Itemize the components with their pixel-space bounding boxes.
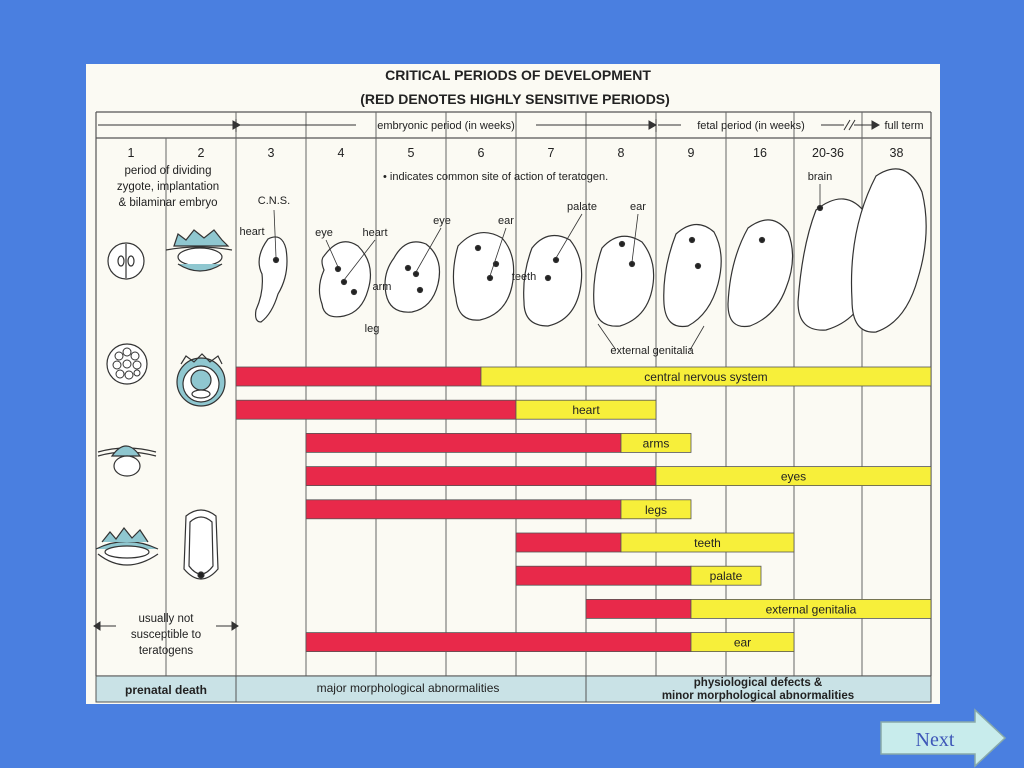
week-label: 2 — [197, 146, 205, 160]
bar-label: palate — [709, 569, 743, 584]
fetal-period-label: fetal period (in weeks) — [697, 120, 805, 132]
svg-text:heart: heart — [362, 227, 388, 239]
footer-physio-1: physiological defects & — [693, 677, 823, 689]
svg-text:ear: ear — [498, 215, 514, 227]
svg-text:palate: palate — [567, 201, 597, 213]
bar-label: legs — [644, 502, 668, 517]
week-label: 9 — [687, 146, 695, 160]
critical-periods-chart — [86, 64, 940, 704]
bar-label: external genitalia — [765, 602, 857, 617]
svg-text:external genitalia: external genitalia — [610, 345, 694, 357]
chart-subtitle: (RED DENOTES HIGHLY SENSITIVE PERIODS) — [360, 91, 670, 107]
week-label: 3 — [267, 146, 275, 160]
embryo-illustrations — [256, 169, 927, 332]
svg-text:ear: ear — [630, 201, 646, 213]
dividing-line-1: period of dividing — [124, 165, 212, 177]
teratogen-note: • indicates common site of action of teratogen. — [383, 171, 609, 183]
week-label: 1 — [127, 146, 135, 160]
svg-text:C.N.S.: C.N.S. — [257, 195, 291, 207]
week-label: 16 — [753, 146, 767, 160]
bar-label: ear — [733, 635, 752, 650]
chart-title: CRITICAL PERIODS OF DEVELOPMENT — [385, 67, 651, 83]
svg-text:leg: leg — [364, 323, 380, 335]
bar-label: central nervous system — [644, 370, 768, 384]
embryonic-period-label: embryonic period (in weeks) — [377, 120, 515, 132]
sensitive-bar — [306, 500, 621, 519]
sensitive-bar — [586, 599, 691, 618]
footer-band — [96, 676, 931, 702]
dividing-line-2: zygote, implantation — [116, 181, 220, 193]
bar-label: arms — [642, 436, 670, 451]
dividing-line-3: & bilaminar embryo — [118, 197, 218, 209]
svg-text:brain: brain — [807, 171, 833, 183]
svg-text:teeth: teeth — [511, 271, 537, 283]
week-label: 5 — [407, 146, 415, 160]
sensitive-bar — [516, 566, 691, 585]
next-button-label: Next — [915, 729, 955, 751]
svg-text:eye: eye — [315, 227, 333, 239]
sensitive-bar — [236, 400, 516, 419]
bar-label: eyes — [780, 469, 807, 484]
svg-text:heart: heart — [239, 226, 265, 238]
week-label: 4 — [337, 146, 345, 160]
week-label: 7 — [547, 146, 555, 160]
week-label: 8 — [617, 146, 625, 160]
week-label: 38 — [889, 146, 904, 160]
week-label: 6 — [477, 146, 485, 160]
sensitive-bar — [306, 467, 656, 486]
not-susceptible-line-1: usually not — [138, 613, 194, 625]
not-susceptible-line-2: susceptible to — [130, 629, 202, 641]
sensitive-bar — [516, 533, 621, 552]
sensitive-bar — [306, 433, 621, 452]
bar-label: heart — [572, 403, 600, 418]
bar-label: teeth — [694, 536, 721, 550]
sensitive-bar — [306, 633, 691, 652]
svg-text:eye: eye — [433, 215, 451, 227]
footer-physio-2: minor morphological abnormalities — [661, 690, 855, 702]
svg-text:arm: arm — [372, 281, 392, 293]
next-button[interactable] — [879, 708, 1007, 768]
zygote-illustrations — [96, 230, 232, 579]
sensitive-bar — [236, 367, 481, 386]
full-term-label: full term — [884, 120, 924, 132]
not-susceptible-line-3: teratogens — [138, 645, 194, 657]
week-label: 20-36 — [812, 146, 844, 160]
footer-prenatal-death: prenatal death — [124, 683, 208, 697]
footer-major: major morphological abnormalities — [316, 681, 500, 695]
